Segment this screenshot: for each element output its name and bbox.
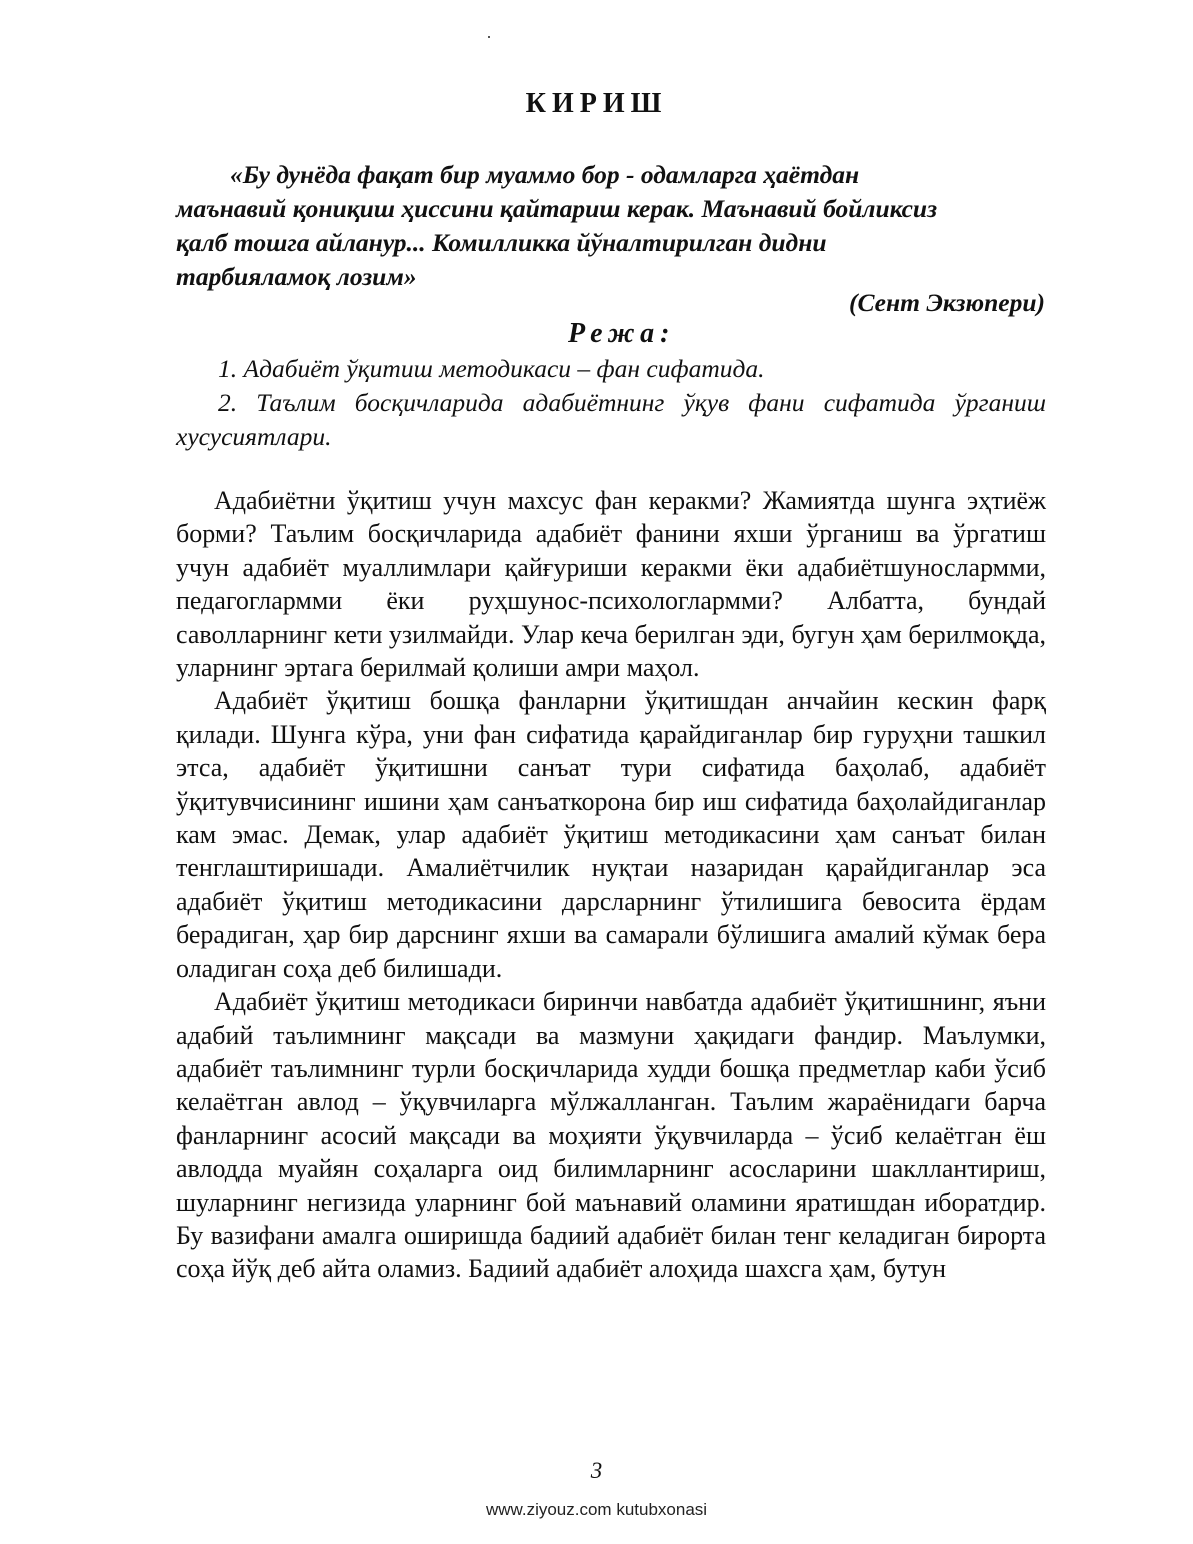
plan-list <box>176 352 1046 454</box>
plan-item: 2. Таълим босқичларида адабиётнинг ўқув фани сифатида ўрганиш хусусиятлари. <box>176 388 1046 451</box>
epigraph-line: қалб тошга айланур... Комилликка йўналтирилган дидни <box>176 228 827 257</box>
plan-item: 1. Адабиёт ўқитиш методикаси – фан сифатида. <box>218 354 765 383</box>
epigraph <box>176 158 1046 294</box>
epigraph-line: тарбияламоқ лозим» <box>176 262 417 291</box>
page-number: 3 <box>590 1458 603 1483</box>
paragraph: Адабиёт ўқитиш бошқа фанларни ўқитишдан анчайин кескин фарқ қилади. Шунга кўра, уни фан сифатида қарайдиганлар бир гуруҳни ташкил этса, адабиёт ўқитишни санъат тури сифатида баҳолаб, адабиёт ўқитувчисининг ишини ҳам санъаткорона бир иш сифатида баҳолайдиганлар кам эмас. Демак, улар адабиёт ўқитиш методикасини ҳам санъат билан тенглаштиришади. Амалиётчилик нуқтаи назаридан қарайдиганлар эса адабиёт ўқитиш методикасини дарсларнинг ўтилишига бевосита ёрдам берадиган, ҳар бир дарснинг яхши ва самарали бўлишига амалий кўмак бера оладиган соҳа деб билишади. <box>176 686 1046 983</box>
plan-title: Режа: <box>568 318 676 349</box>
body-text <box>176 484 1046 1286</box>
footer-source: www.ziyouz.com kutubxonasi <box>485 1500 708 1519</box>
paragraph: Адабиёт ўқитиш методикаси биринчи навбатда адабиёт ўқитишнинг, яъни адабий таълимнинг мақсади ва мазмуни ҳақидаги фандир. Маълумки, адабиёт таълимнинг турли босқичларида худди бошқа предметлар каби ўсиб келаётган авлод – ўқувчиларга мўлжалланган. Таълим жараёнидаги барча фанларнинг асосий мақсади ва моҳияти ўқувчиларда – ўсиб келаётган ёш авлодда муайян соҳаларга оид билимларнинг асосларини шакллантириш, шуларнинг негизида уларнинг бой маънавий оламини яратишдан иборатдир. Бу вазифани амалга оширишда бадиий адабиёт билан тенг келадиган бирорта соҳа йўқ деб айта оламиз. Бадиий адабиёт алоҳида шахсга ҳам, бутун <box>176 987 1046 1284</box>
epigraph-line: «Бу дунёда фақат бир муаммо бор - одамларга ҳаётдан <box>230 160 860 189</box>
epigraph-line: маънавий қониқиш ҳиссини қайтариш керак. Маънавий бойликсиз <box>176 194 938 223</box>
paragraph: Адабиётни ўқитиш учун махсус фан керакми? Жамиятда шунга эҳтиёж борми? Таълим босқичларида адабиёт фанини яхши ўрганиш ва ўргатиш учун адабиёт муаллимлари қайғуриши керакми ёки адабиётшунослармми, педагоглармми ёки руҳшунос-психологлармми? Албатта, бундай саволларнинг кети узилмайди. Улар кеча берилган эди, бугун ҳам берилмоқда, уларнинг эртага берилмай қолиши амри маҳол. <box>176 486 1046 683</box>
chapter-heading: КИРИШ <box>525 88 668 119</box>
scan-speck <box>488 36 490 38</box>
epigraph-author: (Сент Экзюпери) <box>848 288 1045 317</box>
